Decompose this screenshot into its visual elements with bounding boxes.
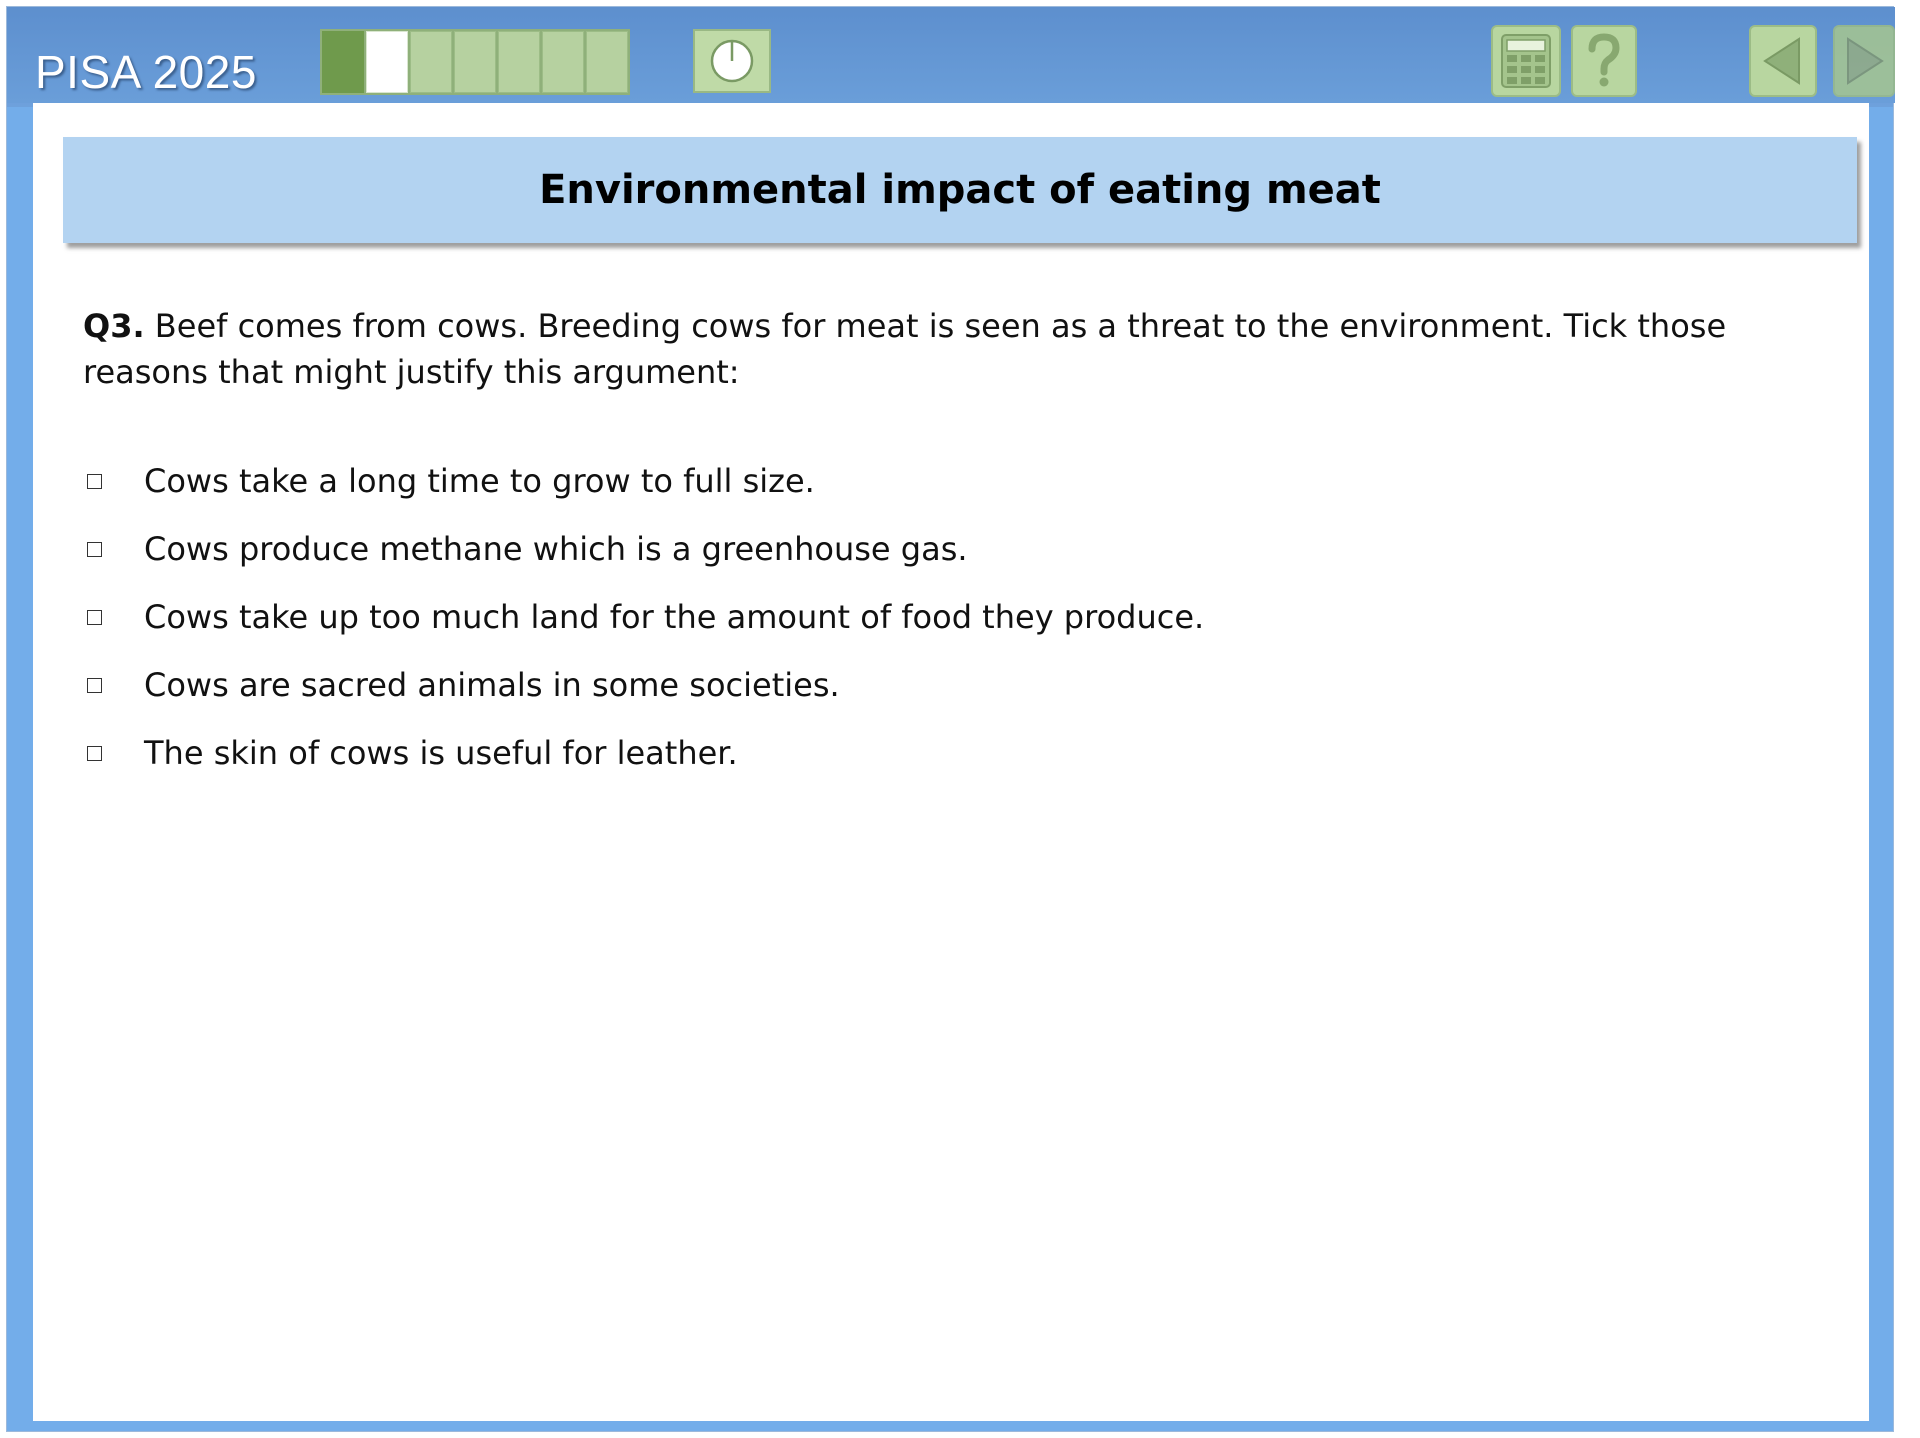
progress-segment — [410, 31, 452, 93]
brand-title: PISA 2025 — [35, 46, 257, 98]
unit-title: Environmental impact of eating meat — [539, 167, 1381, 213]
option-checkbox[interactable] — [87, 610, 102, 625]
option-item[interactable] — [83, 583, 1204, 651]
content-page — [33, 103, 1869, 1421]
timer-button[interactable] — [693, 29, 771, 93]
progress-segment-current — [366, 31, 408, 93]
progress-segment-completed — [322, 31, 364, 93]
help-button[interactable] — [1571, 25, 1637, 97]
question-number: Q3. — [83, 307, 145, 345]
option-label: Cows take up too much land for the amount of food they produce. — [144, 598, 1205, 636]
arrow-right-icon — [1840, 33, 1888, 89]
option-checkbox[interactable] — [87, 542, 102, 557]
progress-segment — [586, 31, 628, 93]
option-item[interactable] — [83, 651, 1204, 719]
option-checkbox[interactable] — [87, 474, 102, 489]
question-stem — [83, 303, 1823, 395]
option-item[interactable] — [83, 515, 1204, 583]
option-label: Cows take a long time to grow to full size. — [144, 462, 815, 500]
progress-segment — [498, 31, 540, 93]
option-label: Cows are sacred animals in some societies. — [144, 666, 840, 704]
progress-segment — [454, 31, 496, 93]
calculator-button[interactable] — [1491, 25, 1561, 97]
calculator-icon — [1500, 33, 1552, 89]
next-button[interactable] — [1833, 25, 1895, 97]
back-button[interactable] — [1749, 25, 1817, 97]
progress-segment — [542, 31, 584, 93]
option-checkbox[interactable] — [87, 746, 102, 761]
option-label: The skin of cows is useful for leather. — [144, 734, 738, 772]
option-checkbox[interactable] — [87, 678, 102, 693]
unit-title-bar — [63, 137, 1857, 243]
clock-icon — [707, 36, 757, 86]
arrow-left-icon — [1757, 33, 1809, 89]
option-item[interactable] — [83, 719, 1204, 787]
question-mark-icon — [1582, 33, 1626, 89]
answer-options — [83, 447, 1204, 787]
question-text: Beef comes from cows. Breeding cows for meat is seen as a threat to the environment. Tick those reasons that might justify this argument: — [83, 307, 1727, 391]
option-item[interactable] — [83, 447, 1204, 515]
top-toolbar — [7, 7, 1895, 103]
progress-indicator — [320, 29, 630, 95]
option-label: Cows produce methane which is a greenhouse gas. — [144, 530, 968, 568]
test-window — [6, 6, 1894, 1432]
